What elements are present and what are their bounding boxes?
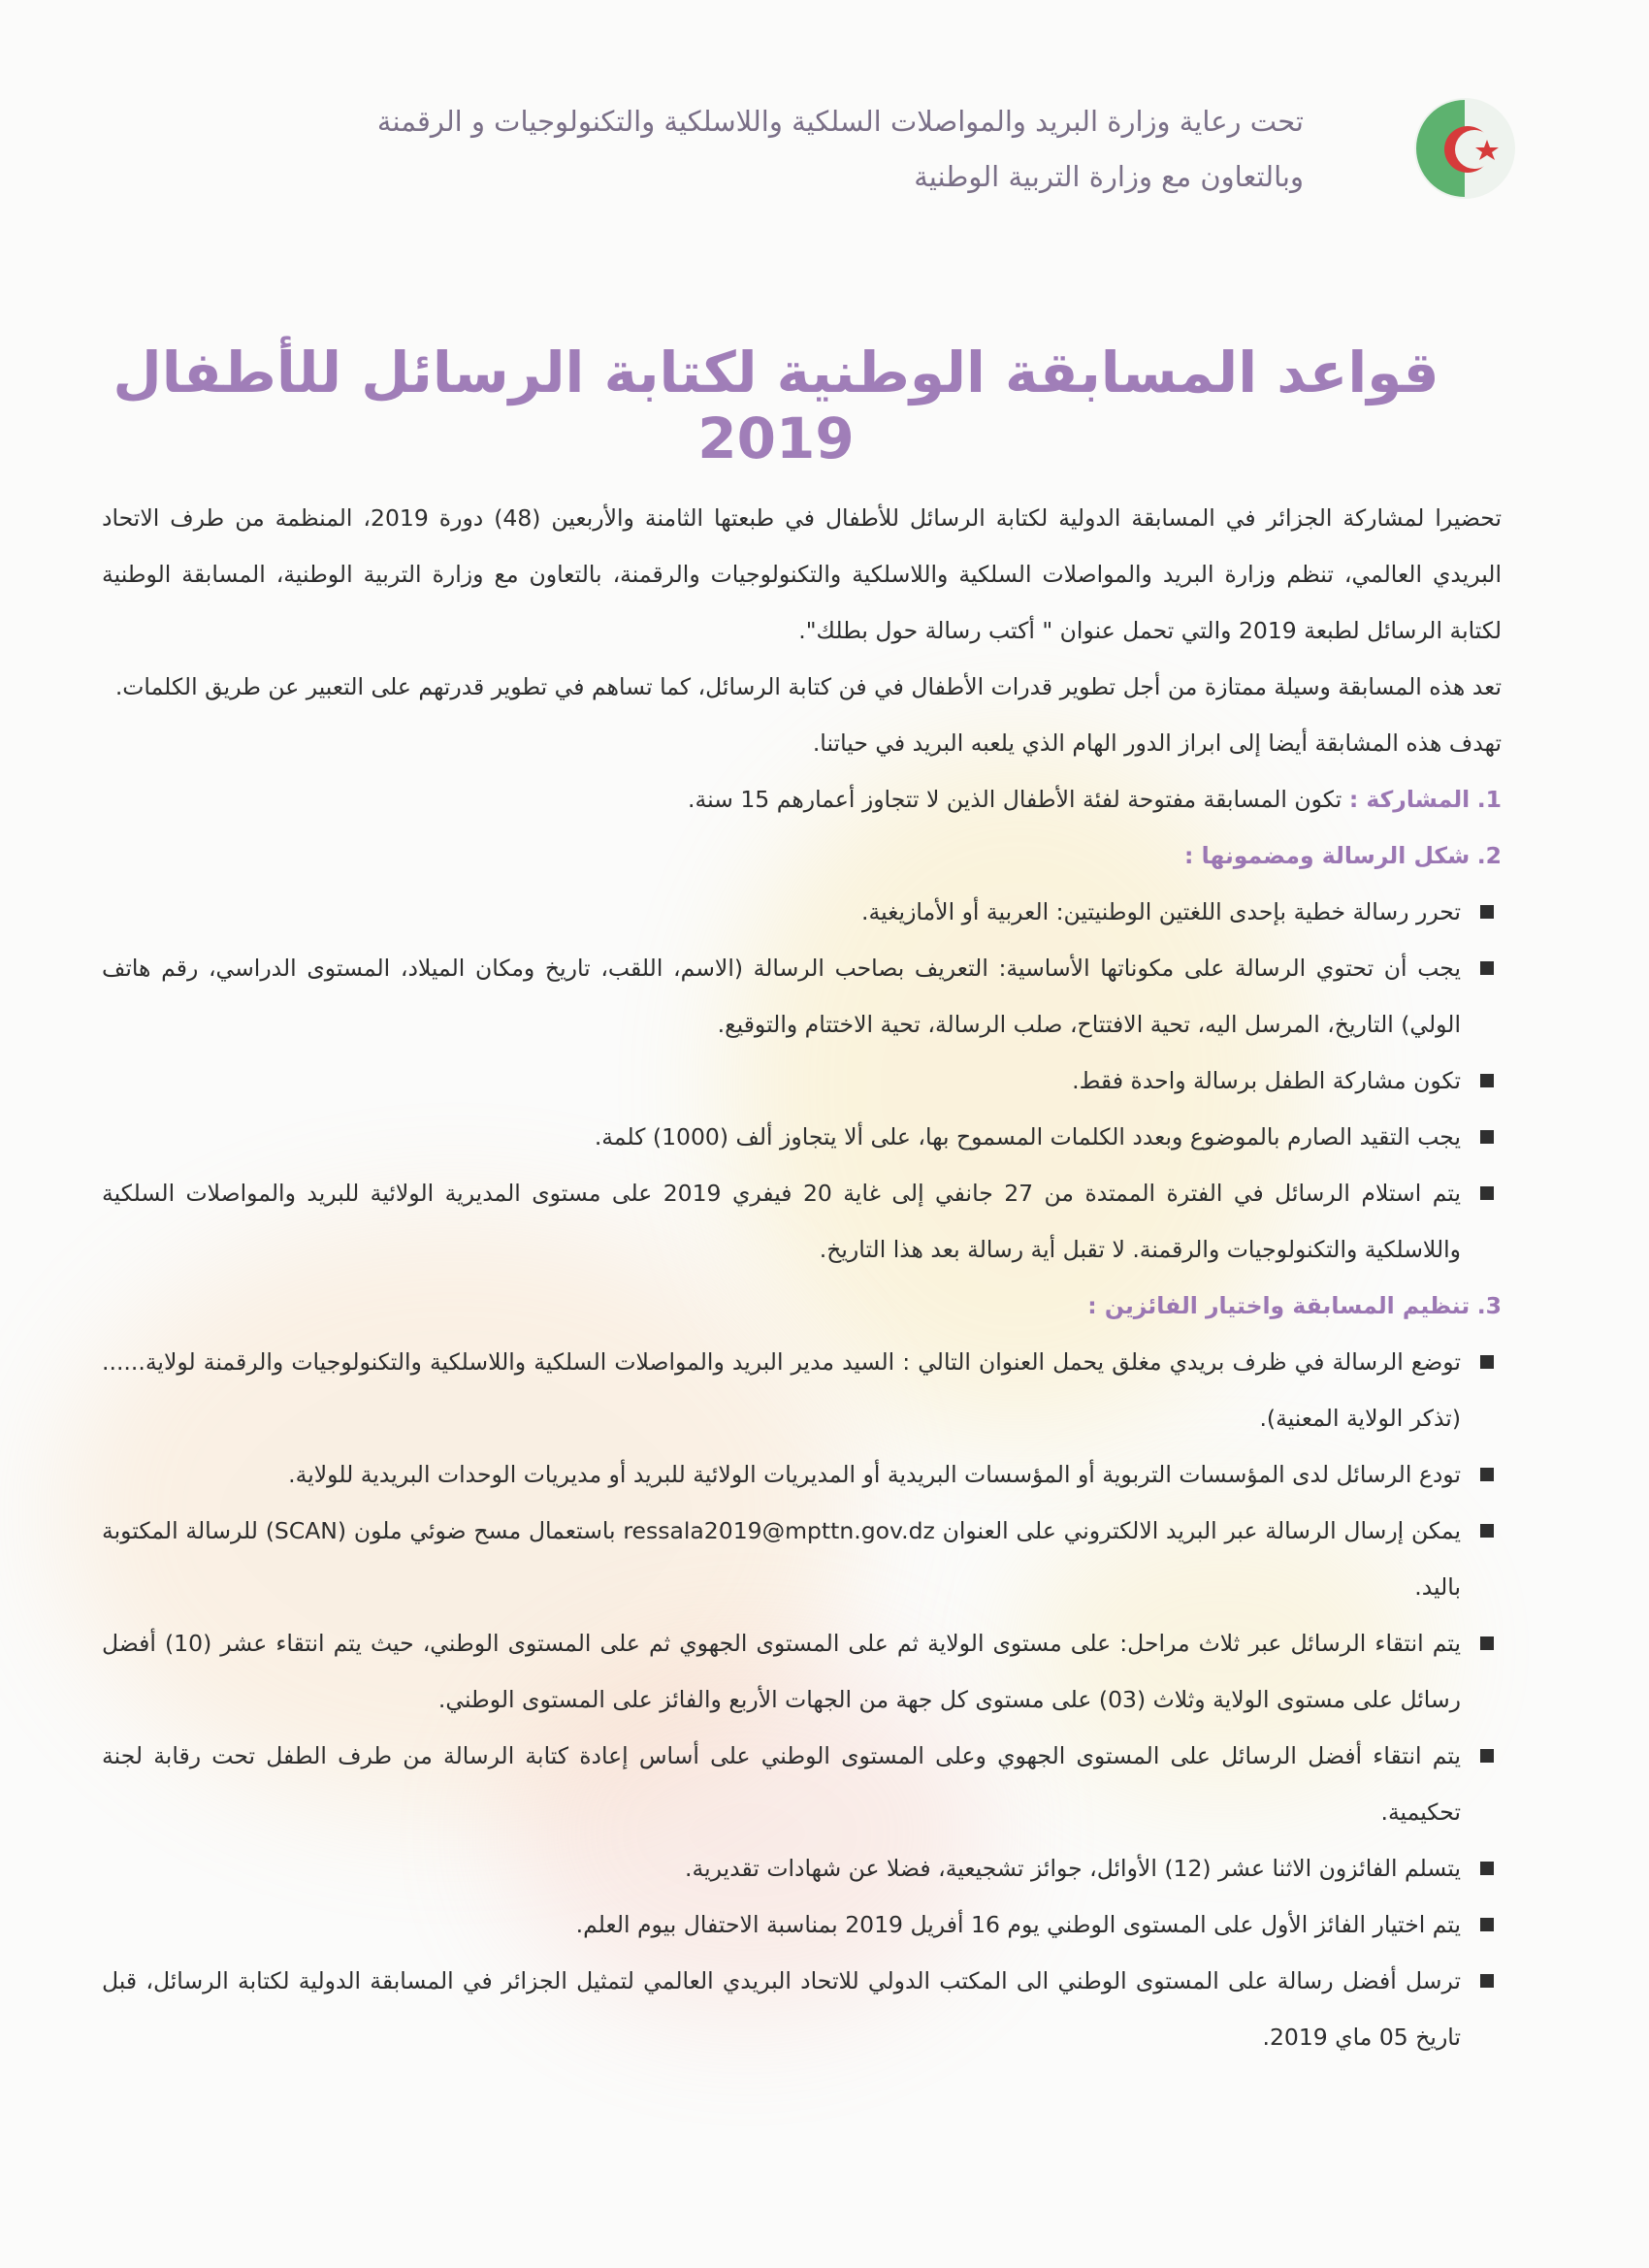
list-item: تحرر رسالة خطية بإحدى اللغتين الوطنيتين: العربية أو الأمازيغية. (102, 884, 1502, 940)
bullet-square-icon (1480, 1918, 1494, 1931)
section-text: تكون المسابقة مفتوحة لفئة الأطفال الذين لا تتجاوز أعمارهم 15 سنة. (688, 786, 1342, 813)
section-1 (102, 771, 1502, 827)
bullet-square-icon (1480, 1636, 1494, 1650)
list-item: يتسلم الفائزون الاثنا عشر (12) الأوائل، جوائز تشجيعية، فضلا عن شهادات تقديرية. (102, 1840, 1502, 1896)
section-2-heading (102, 827, 1502, 884)
list-item: يجب أن تحتوي الرسالة على مكوناتها الأساسية: التعريف بصاحب الرسالة (الاسم، اللقب، تاريخ ومكان الميلاد، المستوى الدراسي، رقم هاتف الولي) التاريخ، المرسل اليه، تحية الافتتاح، صلب الرسالة، تحية الاختتام والتوقيع. (102, 940, 1502, 1053)
intro-paragraph: تهدف هذه المشابقة أيضا إلى ابراز الدور الهام الذي يلعبه البريد في حياتنا. (812, 729, 1502, 757)
list-item: تودع الرسائل لدى المؤسسات التربوية أو المؤسسات البريدية أو المديريات الولائية للبريد أو مديريات الوحدات البريدية للولاية. (102, 1446, 1502, 1503)
section-title: المشاركة : (1348, 786, 1471, 813)
list-item: يتم انتقاء أفضل الرسائل على المستوى الجهوي وعلى المستوى الوطني على أساس إعادة كتابة الرسالة من طرف الطفل تحت رقابة لجنة تحكيمية. (102, 1728, 1502, 1840)
bullet-square-icon (1480, 1749, 1494, 1763)
intro-paragraph: تعد هذه المسابقة وسيلة ممتازة من أجل تطوير قدرات الأطفال في فن كتابة الرسائل، كما تساهم في تطوير قدرتهم على التعبير عن طريق الكلمات. (114, 673, 1502, 700)
bullet-square-icon (1480, 905, 1494, 919)
list-item: توضع الرسالة في ظرف بريدي مغلق يحمل العنوان التالي : السيد مدير البريد والمواصلات السلكية واللاسلكية والتكنولوجيات والرقمنة لولاية...... (تذكر الولاية المعنية). (102, 1334, 1502, 1446)
bullet-square-icon (1480, 961, 1494, 975)
list-item: يتم استلام الرسائل في الفترة الممتدة من 27 جانفي إلى غاية 20 فيفري 2019 على مستوى المديرية الولائية للبريد والمواصلات السلكية واللاسلكية والتكنولوجيات والرقمنة. لا تقبل أية رسالة بعد هذا التاريخ. (102, 1165, 1502, 1278)
header-partner-line: وبالتعاون مع وزارة التربية الوطنية (914, 160, 1304, 193)
algeria-flag-emblem-icon (1411, 95, 1518, 202)
header-sponsor-line: تحت رعاية وزارة البريد والمواصلات السلكية واللاسلكية والتكنولوجيات و الرقمنة (376, 105, 1304, 138)
document-body (102, 490, 1502, 2065)
bullet-square-icon (1480, 1524, 1494, 1538)
section-title: تنظيم المسابقة واختيار الفائزين : (1087, 1292, 1471, 1319)
list-item: ترسل أفضل رسالة على المستوى الوطني الى المكتب الدولي للاتحاد البريدي العالمي لتمثيل الجزائر في المسابقة الدولية لكتابة الرسائل، قبل تاريخ 05 ماي 2019. (102, 1953, 1502, 2065)
bullet-square-icon (1480, 1355, 1494, 1369)
list-item: يجب التقيد الصارم بالموضوع وبعدد الكلمات المسموح بها، على ألا يتجاوز ألف (1000) كلمة. (102, 1109, 1502, 1165)
section-title: شكل الرسالة ومضمونها : (1184, 842, 1471, 869)
bullet-square-icon (1480, 1074, 1494, 1087)
list-item: يتم انتقاء الرسائل عبر ثلاث مراحل: على مستوى الولاية ثم على المستوى الجهوي ثم على المستوى الوطني، حيث يتم انتقاء عشر (10) أفضل رسائل على مستوى الولاية وثلاث (03) على مستوى كل جهة من الجهات الأربع والفائز على المستوى الوطني. (102, 1615, 1502, 1728)
bullet-square-icon (1480, 1130, 1494, 1144)
bullet-square-icon (1480, 1862, 1494, 1875)
section-number: 2. (1476, 842, 1502, 869)
bullet-square-icon (1480, 1186, 1494, 1200)
list-item: يمكن إرسال الرسالة عبر البريد الالكتروني على العنوان ressala2019@mpttn.gov.dz باستعمال مسح ضوئي ملون (SCAN) للرسالة المكتوبة باليد. (102, 1503, 1502, 1615)
bullet-square-icon (1480, 1468, 1494, 1481)
bullet-square-icon (1480, 1974, 1494, 1988)
section-3-heading (102, 1278, 1502, 1334)
list-item: يتم اختيار الفائز الأول على المستوى الوطني يوم 16 أفريل 2019 بمناسبة الاحتفال بيوم العلم. (102, 1896, 1502, 1953)
intro-paragraph: تحضيرا لمشاركة الجزائر في المسابقة الدولية لكتابة الرسائل للأطفال في طبعتها الثامنة والأربعين (48) دورة 2019، المنظمة من طرف الاتحاد البريدي العالمي، تنظم وزارة البريد والمواصلات السلكية واللاسلكية والتكنولوجيات والرقمنة، بالتعاون مع وزارة التربية الوطنية، المسابقة الوطنية لكتابة الرسائل لطبعة 2019 والتي تحمل عنوان " أكتب رسالة حول بطلك". (102, 504, 1502, 644)
section-number: 1. (1476, 786, 1502, 813)
list-item: تكون مشاركة الطفل برسالة واحدة فقط. (102, 1053, 1502, 1109)
section-number: 3. (1476, 1292, 1502, 1319)
page-title: قواعد المسابقة الوطنية لكتابة الرسائل للأطفال 2019 (113, 340, 1439, 471)
